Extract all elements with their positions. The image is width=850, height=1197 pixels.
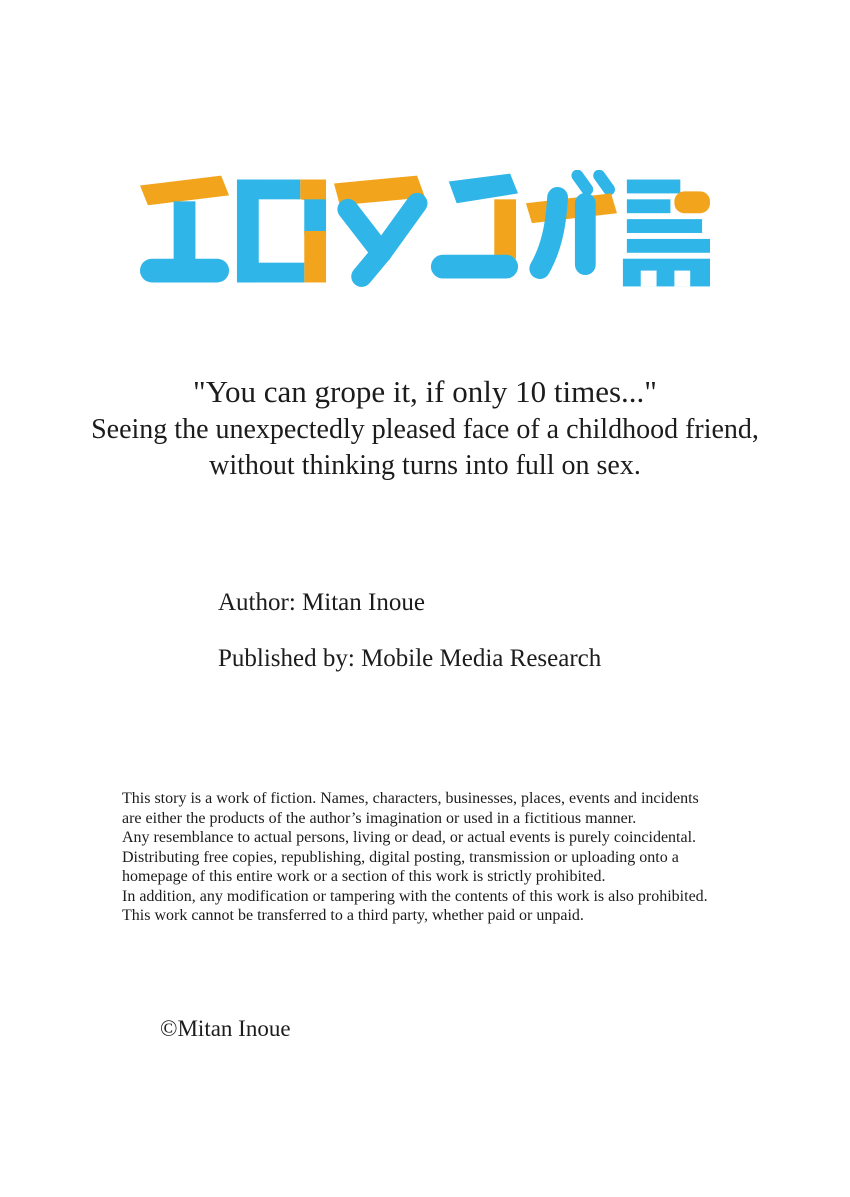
logo-char-n <box>431 174 518 279</box>
logo-char-ro <box>237 180 326 283</box>
disclaimer-line: This story is a work of fiction. Names, characters, businesses, places, events and incidents <box>122 790 699 807</box>
copyright-line: ©Mitan Inoue <box>160 1016 291 1041</box>
publisher-line: Published by: Mobile Media Research <box>218 645 602 672</box>
disclaimer-block <box>122 789 772 926</box>
logo-char-ga <box>526 176 617 269</box>
disclaimer-line: This work cannot be transferred to a third party, whether paid or unpaid. <box>122 907 584 924</box>
story-subtitle-line-1: Seeing the unexpectedly pleased face of a childhood friend, <box>91 414 759 445</box>
story-title: "You can grope it, if only 10 times..." <box>193 374 657 409</box>
disclaimer-line: In addition, any modification or tampering with the contents of this work is also prohibited. <box>122 887 708 905</box>
disclaimer-line: Distributing free copies, republishing, digital posting, transmission or uploading onto a <box>122 848 679 866</box>
author-line: Author: Mitan Inoue <box>218 589 425 616</box>
logo-char-shima <box>623 180 710 287</box>
title-block <box>0 372 850 484</box>
disclaimer-line: homepage of this entire work or a section of this work is strictly prohibited. <box>122 868 606 885</box>
eromanga-jima-logo <box>140 170 710 292</box>
logo-char-ma <box>334 176 425 277</box>
credits-block <box>218 588 601 674</box>
logo-svg <box>140 170 710 292</box>
story-subtitle-line-2: without thinking turns into full on sex. <box>209 450 641 481</box>
disclaimer-line: are either the products of the author’s imagination or used in a fictitious manner. <box>122 809 637 827</box>
disclaimer-line: Any resemblance to actual persons, living or dead, or actual events is purely coincidental. <box>122 829 697 846</box>
logo-char-e <box>140 176 229 283</box>
